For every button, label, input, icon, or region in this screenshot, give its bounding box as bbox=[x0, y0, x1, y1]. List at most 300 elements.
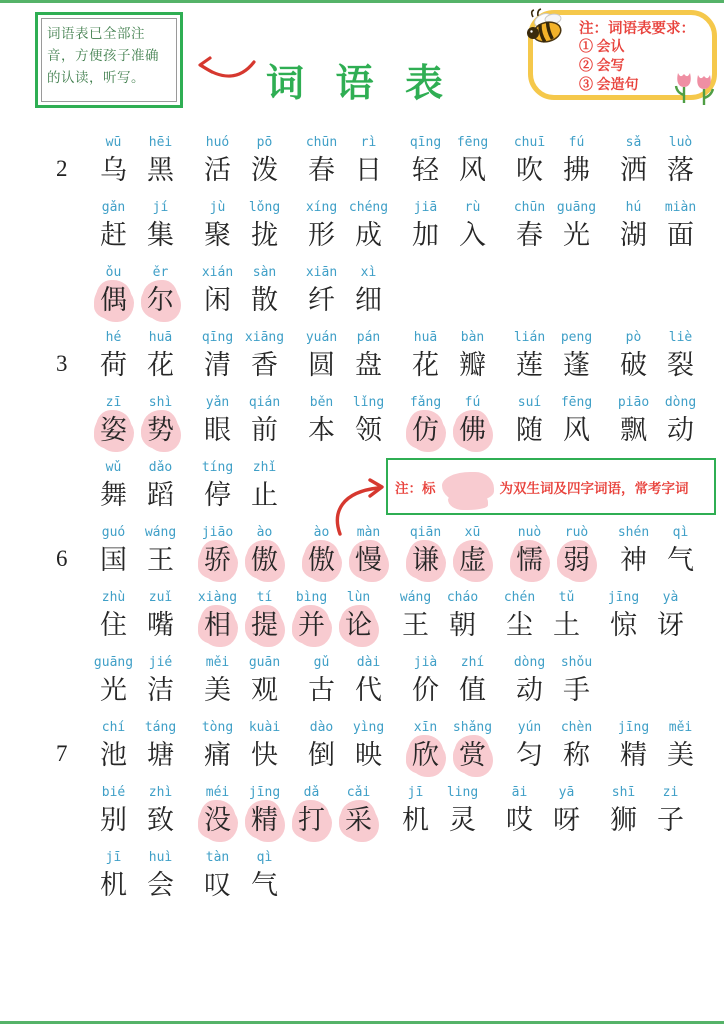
char-unit bbox=[137, 328, 184, 384]
pinyin: miàn bbox=[664, 200, 697, 215]
hanzi: 映 bbox=[355, 740, 382, 770]
lesson-number: 3 bbox=[56, 351, 68, 376]
char-unit bbox=[449, 393, 496, 449]
pinyin: qián bbox=[248, 395, 281, 410]
pinyin: lǐng bbox=[352, 395, 385, 410]
pinyin: suí bbox=[517, 395, 542, 410]
pinyin: tàn bbox=[205, 850, 230, 865]
pinyin: chén bbox=[503, 590, 536, 605]
pinyin: jiā bbox=[413, 200, 438, 215]
char-unit bbox=[506, 133, 553, 189]
char-unit bbox=[194, 198, 241, 254]
pinyin: bàn bbox=[460, 330, 485, 345]
lesson-number bbox=[56, 702, 90, 709]
word bbox=[506, 198, 600, 254]
word-row bbox=[56, 124, 720, 189]
pinyin: shǎng bbox=[452, 720, 493, 735]
pinyin: zhù bbox=[101, 590, 126, 605]
pinyin: fēng bbox=[456, 135, 489, 150]
char-unit bbox=[553, 393, 600, 449]
hanzi: 采 bbox=[340, 802, 377, 839]
pinyin: běn bbox=[309, 395, 334, 410]
pinyin: jià bbox=[413, 655, 438, 670]
pinyin: gǎn bbox=[101, 200, 126, 215]
hanzi: 痛 bbox=[204, 740, 231, 770]
hanzi: 吹 bbox=[516, 155, 543, 185]
hanzi: 湖 bbox=[620, 220, 647, 250]
hanzi: 匀 bbox=[516, 740, 543, 770]
char-unit bbox=[137, 848, 184, 904]
hanzi: 懦 bbox=[511, 542, 548, 579]
hanzi: 快 bbox=[251, 740, 278, 770]
pinyin: xū bbox=[464, 525, 481, 540]
char-unit bbox=[657, 198, 704, 254]
char-unit bbox=[241, 588, 288, 644]
hanzi: 叹 bbox=[204, 870, 231, 900]
char-unit bbox=[288, 783, 335, 839]
char-unit bbox=[647, 783, 694, 839]
pinyin: bié bbox=[101, 785, 126, 800]
hanzi: 香 bbox=[251, 350, 278, 380]
pinyin: ào bbox=[313, 525, 330, 540]
hanzi: 风 bbox=[563, 415, 590, 445]
char-unit bbox=[610, 523, 657, 579]
hanzi: 活 bbox=[204, 155, 231, 185]
char-unit bbox=[449, 718, 496, 774]
hanzi: 圆 bbox=[308, 350, 335, 380]
pinyin: xīn bbox=[413, 720, 438, 735]
pinyin: wáng bbox=[399, 590, 432, 605]
word-highlighted bbox=[194, 783, 382, 839]
word bbox=[298, 133, 392, 189]
pinyin: sǎ bbox=[625, 135, 642, 150]
word-row bbox=[56, 319, 720, 384]
pinyin: piāo bbox=[617, 395, 650, 410]
char-unit bbox=[600, 588, 647, 644]
word-highlighted bbox=[90, 263, 184, 319]
char-unit bbox=[449, 133, 496, 189]
char-unit bbox=[345, 133, 392, 189]
word-highlighted bbox=[194, 588, 382, 644]
pinyin: chūn bbox=[513, 200, 546, 215]
char-unit bbox=[610, 718, 657, 774]
pinyin: dài bbox=[356, 655, 381, 670]
word-highlighted bbox=[194, 523, 288, 579]
pinyin: lùn bbox=[346, 590, 371, 605]
word bbox=[298, 653, 392, 709]
char-unit bbox=[90, 523, 137, 579]
word bbox=[506, 653, 600, 709]
pinyin: nuò bbox=[517, 525, 542, 540]
hanzi: 洁 bbox=[147, 675, 174, 705]
hanzi: 姿 bbox=[95, 412, 132, 449]
hanzi: 前 bbox=[251, 415, 278, 445]
pinyin: wū bbox=[105, 135, 122, 150]
hanzi: 动 bbox=[667, 415, 694, 445]
hanzi: 美 bbox=[204, 675, 231, 705]
word-highlighted bbox=[402, 393, 496, 449]
char-unit bbox=[90, 328, 137, 384]
hanzi: 泼 bbox=[251, 155, 278, 185]
tulip-flowers-icon bbox=[674, 61, 718, 107]
pinyin: hēi bbox=[148, 135, 173, 150]
hanzi: 朝 bbox=[449, 610, 476, 640]
char-unit bbox=[90, 848, 137, 904]
hanzi: 灵 bbox=[449, 805, 476, 835]
word bbox=[194, 133, 288, 189]
word-row bbox=[56, 774, 720, 839]
pinyin: xiāng bbox=[244, 330, 285, 345]
char-unit bbox=[194, 458, 241, 514]
hanzi: 虚 bbox=[454, 542, 491, 579]
word bbox=[610, 718, 704, 774]
hanzi: 花 bbox=[147, 350, 174, 380]
page-title: 词 语 表 bbox=[265, 63, 454, 105]
char-unit bbox=[194, 718, 241, 774]
hanzi: 佛 bbox=[454, 412, 491, 449]
hanzi: 王 bbox=[147, 545, 174, 575]
char-unit bbox=[496, 588, 543, 644]
pink-highlight-blob-swatch bbox=[442, 472, 494, 502]
hanzi: 弱 bbox=[558, 542, 595, 579]
char-unit bbox=[298, 263, 345, 319]
hanzi: 别 bbox=[100, 805, 127, 835]
word bbox=[298, 393, 392, 449]
lesson-number: 6 bbox=[56, 546, 68, 571]
char-unit bbox=[298, 653, 345, 709]
word-row bbox=[56, 839, 720, 904]
char-unit bbox=[657, 133, 704, 189]
hanzi: 值 bbox=[459, 675, 486, 705]
hanzi: 气 bbox=[667, 545, 694, 575]
pinyin: rì bbox=[360, 135, 377, 150]
pinyin: méi bbox=[205, 785, 230, 800]
bee-icon bbox=[521, 7, 569, 49]
pinyin: gǔ bbox=[313, 655, 330, 670]
hanzi: 花 bbox=[412, 350, 439, 380]
char-unit bbox=[137, 783, 184, 839]
word bbox=[402, 653, 496, 709]
pinyin: jí bbox=[152, 200, 169, 215]
hanzi: 提 bbox=[246, 607, 283, 644]
char-unit bbox=[449, 653, 496, 709]
pinyin: táng bbox=[144, 720, 177, 735]
middle-note-box bbox=[386, 458, 716, 515]
pinyin: zhǐ bbox=[252, 460, 277, 475]
char-unit bbox=[288, 588, 335, 644]
char-unit bbox=[241, 328, 288, 384]
pinyin: jīng bbox=[617, 720, 650, 735]
lesson-number bbox=[56, 442, 90, 449]
hanzi: 谦 bbox=[407, 542, 444, 579]
hanzi: 随 bbox=[516, 415, 543, 445]
word-row bbox=[56, 384, 720, 449]
pinyin: tǔ bbox=[558, 590, 575, 605]
hanzi: 慢 bbox=[350, 542, 387, 579]
word bbox=[610, 198, 704, 254]
pinyin: fēng bbox=[560, 395, 593, 410]
pinyin: huā bbox=[413, 330, 438, 345]
word-row bbox=[56, 189, 720, 254]
pinyin: pò bbox=[625, 330, 642, 345]
word-row bbox=[56, 579, 720, 644]
word-highlighted bbox=[90, 393, 184, 449]
pinyin: cháo bbox=[446, 590, 479, 605]
word bbox=[298, 718, 392, 774]
char-unit bbox=[90, 783, 137, 839]
word bbox=[600, 588, 694, 644]
char-unit bbox=[402, 133, 449, 189]
hanzi: 赶 bbox=[100, 220, 127, 250]
hanzi: 偶 bbox=[95, 282, 132, 319]
char-unit bbox=[600, 783, 647, 839]
word bbox=[496, 783, 590, 839]
pinyin: yún bbox=[517, 720, 542, 735]
hanzi: 本 bbox=[308, 415, 335, 445]
pinyin: yuán bbox=[305, 330, 338, 345]
hanzi: 神 bbox=[620, 545, 647, 575]
pinyin: fǎng bbox=[409, 395, 442, 410]
lesson-number bbox=[56, 832, 90, 839]
char-unit bbox=[241, 783, 288, 839]
char-unit bbox=[298, 198, 345, 254]
pinyin: jiāo bbox=[201, 525, 234, 540]
hanzi: 清 bbox=[204, 350, 231, 380]
char-unit bbox=[553, 523, 600, 579]
hanzi: 精 bbox=[620, 740, 647, 770]
word bbox=[90, 198, 184, 254]
requirement-item: ③ 会造句 bbox=[579, 77, 639, 93]
char-unit bbox=[137, 458, 184, 514]
hanzi: 日 bbox=[355, 155, 382, 185]
pinyin: bìng bbox=[295, 590, 328, 605]
pinyin: hé bbox=[105, 330, 122, 345]
hanzi: 瓣 bbox=[459, 350, 486, 380]
word bbox=[392, 783, 486, 839]
pinyin: xián bbox=[201, 265, 234, 280]
pinyin: ěr bbox=[152, 265, 169, 280]
char-unit bbox=[657, 718, 704, 774]
char-unit bbox=[506, 523, 553, 579]
char-unit bbox=[90, 653, 137, 709]
char-unit bbox=[298, 718, 345, 774]
pinyin: dǎo bbox=[148, 460, 173, 475]
red-arrow-to-middle-note-icon bbox=[330, 468, 392, 540]
pinyin: dòng bbox=[664, 395, 697, 410]
word bbox=[506, 393, 600, 449]
char-unit bbox=[137, 393, 184, 449]
hanzi: 蓬 bbox=[563, 350, 590, 380]
hanzi: 舞 bbox=[100, 480, 127, 510]
char-unit bbox=[506, 198, 553, 254]
hanzi: 洒 bbox=[620, 155, 647, 185]
hanzi: 破 bbox=[620, 350, 647, 380]
pinyin: cǎi bbox=[346, 785, 371, 800]
hanzi: 骄 bbox=[199, 542, 236, 579]
pinyin: zuǐ bbox=[148, 590, 173, 605]
hanzi: 面 bbox=[667, 220, 694, 250]
requirement-item: ① 会认 bbox=[579, 39, 625, 55]
pinyin: xiàng bbox=[197, 590, 238, 605]
pinyin: yā bbox=[558, 785, 575, 800]
char-unit bbox=[657, 523, 704, 579]
char-unit bbox=[449, 523, 496, 579]
char-unit bbox=[496, 783, 543, 839]
word bbox=[506, 133, 600, 189]
hanzi: 莲 bbox=[516, 350, 543, 380]
hanzi: 光 bbox=[100, 675, 127, 705]
hanzi: 蹈 bbox=[147, 480, 174, 510]
word bbox=[610, 393, 704, 449]
pinyin: jī bbox=[407, 785, 424, 800]
pinyin: chūn bbox=[305, 135, 338, 150]
hanzi: 代 bbox=[355, 675, 382, 705]
hanzi: 子 bbox=[657, 805, 684, 835]
word bbox=[402, 198, 496, 254]
pinyin: sàn bbox=[252, 265, 277, 280]
pinyin: guāng bbox=[93, 655, 134, 670]
char-unit bbox=[335, 783, 382, 839]
pinyin: shī bbox=[611, 785, 636, 800]
hanzi: 傲 bbox=[246, 542, 283, 579]
char-unit bbox=[402, 718, 449, 774]
char-unit bbox=[194, 133, 241, 189]
pinyin: tíng bbox=[201, 460, 234, 475]
pinyin: rù bbox=[464, 200, 481, 215]
char-unit bbox=[553, 718, 600, 774]
word bbox=[610, 328, 704, 384]
char-unit bbox=[241, 263, 288, 319]
pinyin: zhì bbox=[148, 785, 173, 800]
pinyin: huó bbox=[205, 135, 230, 150]
char-unit bbox=[345, 198, 392, 254]
pinyin: lián bbox=[513, 330, 546, 345]
char-unit bbox=[241, 393, 288, 449]
pinyin: qì bbox=[256, 850, 273, 865]
word bbox=[392, 588, 486, 644]
char-unit bbox=[137, 263, 184, 319]
pinyin: xiān bbox=[305, 265, 338, 280]
hanzi: 机 bbox=[100, 870, 127, 900]
hanzi: 国 bbox=[100, 545, 127, 575]
word bbox=[298, 328, 392, 384]
char-unit bbox=[402, 198, 449, 254]
char-unit bbox=[335, 588, 382, 644]
hanzi: 仿 bbox=[407, 412, 444, 449]
word bbox=[600, 783, 694, 839]
middle-note-prefix: 注：标 bbox=[395, 480, 436, 496]
pinyin: dòng bbox=[513, 655, 546, 670]
word bbox=[90, 653, 184, 709]
hanzi: 机 bbox=[402, 805, 429, 835]
char-unit bbox=[543, 588, 590, 644]
hanzi: 美 bbox=[667, 740, 694, 770]
pinyin: wáng bbox=[144, 525, 177, 540]
word bbox=[610, 133, 704, 189]
char-unit bbox=[610, 328, 657, 384]
requirements-title: 注：词语表要求： bbox=[579, 21, 695, 37]
hanzi: 并 bbox=[293, 607, 330, 644]
pinyin: ruò bbox=[564, 525, 589, 540]
pinyin: qiān bbox=[409, 525, 442, 540]
pinyin: měi bbox=[205, 655, 230, 670]
char-unit bbox=[392, 588, 439, 644]
char-unit bbox=[402, 523, 449, 579]
char-unit bbox=[194, 393, 241, 449]
lesson-number: 7 bbox=[56, 741, 68, 766]
char-unit bbox=[90, 133, 137, 189]
word bbox=[298, 263, 392, 319]
pinyin: tòng bbox=[201, 720, 234, 735]
hanzi: 讶 bbox=[657, 610, 684, 640]
lesson-number: 2 bbox=[56, 156, 68, 181]
hanzi: 住 bbox=[100, 610, 127, 640]
pinyin: jī bbox=[105, 850, 122, 865]
pinyin: jīng bbox=[248, 785, 281, 800]
char-unit bbox=[506, 328, 553, 384]
hanzi: 散 bbox=[251, 285, 278, 315]
pinyin: guó bbox=[101, 525, 126, 540]
pinyin: yǎn bbox=[205, 395, 230, 410]
word bbox=[90, 523, 184, 579]
char-unit bbox=[90, 588, 137, 644]
hanzi: 拂 bbox=[563, 155, 590, 185]
hanzi: 闲 bbox=[204, 285, 231, 315]
hanzi: 观 bbox=[251, 675, 278, 705]
char-unit bbox=[90, 393, 137, 449]
hanzi: 土 bbox=[553, 610, 580, 640]
hanzi: 倒 bbox=[308, 740, 335, 770]
char-unit bbox=[194, 263, 241, 319]
pinyin: dǎ bbox=[303, 785, 320, 800]
char-unit bbox=[345, 718, 392, 774]
hanzi: 精 bbox=[246, 802, 283, 839]
char-unit bbox=[137, 653, 184, 709]
hanzi: 手 bbox=[563, 675, 590, 705]
hanzi: 纤 bbox=[308, 285, 335, 315]
pinyin: qīng bbox=[409, 135, 442, 150]
pinyin: chí bbox=[101, 720, 126, 735]
hanzi: 盘 bbox=[355, 350, 382, 380]
hanzi: 荷 bbox=[100, 350, 127, 380]
hanzi: 领 bbox=[355, 415, 382, 445]
pinyin: huā bbox=[148, 330, 173, 345]
hanzi: 裂 bbox=[667, 350, 694, 380]
hanzi: 惊 bbox=[610, 610, 637, 640]
requirements-box bbox=[528, 10, 717, 100]
lesson-number bbox=[56, 247, 90, 254]
pinyin: shǒu bbox=[560, 655, 593, 670]
hanzi: 细 bbox=[355, 285, 382, 315]
hanzi: 气 bbox=[251, 870, 278, 900]
char-unit bbox=[506, 653, 553, 709]
top-left-note-box bbox=[35, 12, 183, 108]
pinyin: ào bbox=[256, 525, 273, 540]
pinyin: xì bbox=[360, 265, 377, 280]
pinyin: dào bbox=[309, 720, 334, 735]
pinyin: āi bbox=[511, 785, 528, 800]
word-highlighted bbox=[402, 718, 496, 774]
word-row bbox=[56, 644, 720, 709]
char-unit bbox=[194, 523, 241, 579]
hanzi: 光 bbox=[563, 220, 590, 250]
pinyin: fú bbox=[464, 395, 481, 410]
word bbox=[90, 328, 184, 384]
hanzi: 王 bbox=[402, 610, 429, 640]
char-unit bbox=[402, 393, 449, 449]
char-unit bbox=[647, 588, 694, 644]
char-unit bbox=[610, 133, 657, 189]
